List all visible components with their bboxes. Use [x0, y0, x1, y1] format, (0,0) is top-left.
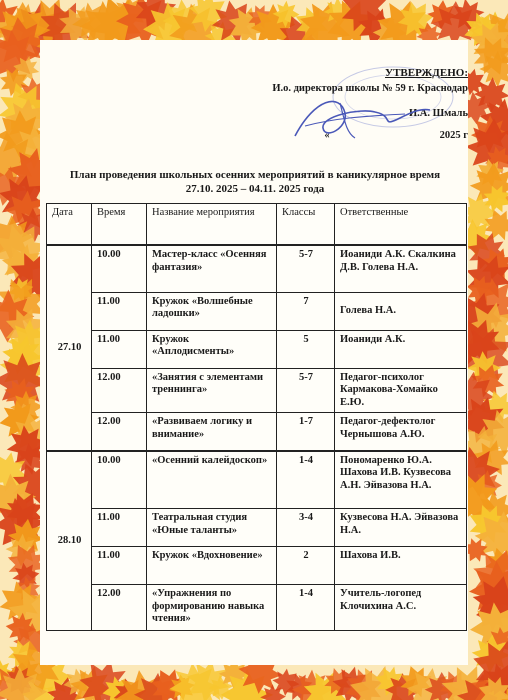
classes-cell: 7 [277, 292, 335, 330]
table-row [47, 451, 467, 509]
table-row [47, 245, 467, 292]
table-header-row [47, 204, 467, 246]
table-row [47, 585, 467, 631]
time-cell: 11.00 [92, 292, 147, 330]
responsible-cell: Голева Н.А. [335, 292, 467, 330]
time-cell: 11.00 [92, 509, 147, 547]
time-cell: 12.00 [92, 368, 147, 413]
header-date: Дата [47, 204, 92, 246]
classes-cell: 2 [277, 547, 335, 585]
time-cell: 12.00 [92, 585, 147, 631]
responsible-cell: Учитель-логопед Клочихина А.С. [335, 585, 467, 631]
event-name-cell: «Осенний калейдоскоп» [147, 451, 277, 509]
table-row [47, 292, 467, 330]
approval-date: « 2025 г [324, 130, 468, 141]
table-row [47, 413, 467, 451]
event-name-cell: Кружок «Волшебные ладошки» [147, 292, 277, 330]
schedule-table [46, 203, 467, 631]
date-cell: 27.10 [47, 245, 92, 451]
table-row [47, 509, 467, 547]
event-name-cell: Мастер-класс «Осенняя фантазия» [147, 245, 277, 292]
event-name-cell: «Занятия с элементами треннинга» [147, 368, 277, 413]
date-cell: 28.10 [47, 451, 92, 631]
responsible-cell: Кузвесова Н.А. Эйвазова Н.А. [335, 509, 467, 547]
time-cell: 10.00 [92, 245, 147, 292]
header-classes: Классы [277, 204, 335, 246]
signature-icon [285, 88, 435, 148]
event-name-cell: «Упражнения по формированию навыка чтения» [147, 585, 277, 631]
time-cell: 12.00 [92, 413, 147, 451]
header-time: Время [92, 204, 147, 246]
classes-cell: 1-7 [277, 413, 335, 451]
event-name-cell: Кружок «Аплодисменты» [147, 330, 277, 368]
classes-cell: 3-4 [277, 509, 335, 547]
responsible-cell: Педагог-психолог Кармакова-Хомайко Е.Ю. [335, 368, 467, 413]
table-row [47, 368, 467, 413]
classes-cell: 1-4 [277, 585, 335, 631]
approval-signer: И.А. Шмаль [408, 108, 468, 119]
document-title: План проведения школьных осенних мероприятий в каникулярное время 27.10. 2025 – 04.11. 2025 года [69, 169, 441, 195]
time-cell: 10.00 [92, 451, 147, 509]
time-cell: 11.00 [92, 330, 147, 368]
responsible-cell: Пономаренко Ю.А. Шахова И.В. Кузвесова А.Н. Эйвазова Н.А. [335, 451, 467, 509]
header-name: Название мероприятия [147, 204, 277, 246]
time-cell: 11.00 [92, 547, 147, 585]
responsible-cell: Иоаниди А.К. Скалкина Д.В. Голева Н.А. [335, 245, 467, 292]
approval-heading: УТВЕРЖДЕНО: [385, 67, 468, 79]
responsible-cell: Иоаниди А.К. [335, 330, 467, 368]
classes-cell: 5 [277, 330, 335, 368]
event-name-cell: Кружок «Вдохновение» [147, 547, 277, 585]
classes-cell: 5-7 [277, 245, 335, 292]
classes-cell: 1-4 [277, 451, 335, 509]
classes-cell: 5-7 [277, 368, 335, 413]
table-row [47, 547, 467, 585]
event-name-cell: «Развиваем логику и внимание» [147, 413, 277, 451]
table-row [47, 330, 467, 368]
approval-position: И.о. директора школы № 59 г. Краснодар [272, 83, 468, 94]
event-name-cell: Театральная студия «Юные таланты» [147, 509, 277, 547]
responsible-cell: Шахова И.В. [335, 547, 467, 585]
header-responsible: Ответственные [335, 204, 467, 246]
responsible-cell: Педагог-дефектолог Чернышова А.Ю. [335, 413, 467, 451]
